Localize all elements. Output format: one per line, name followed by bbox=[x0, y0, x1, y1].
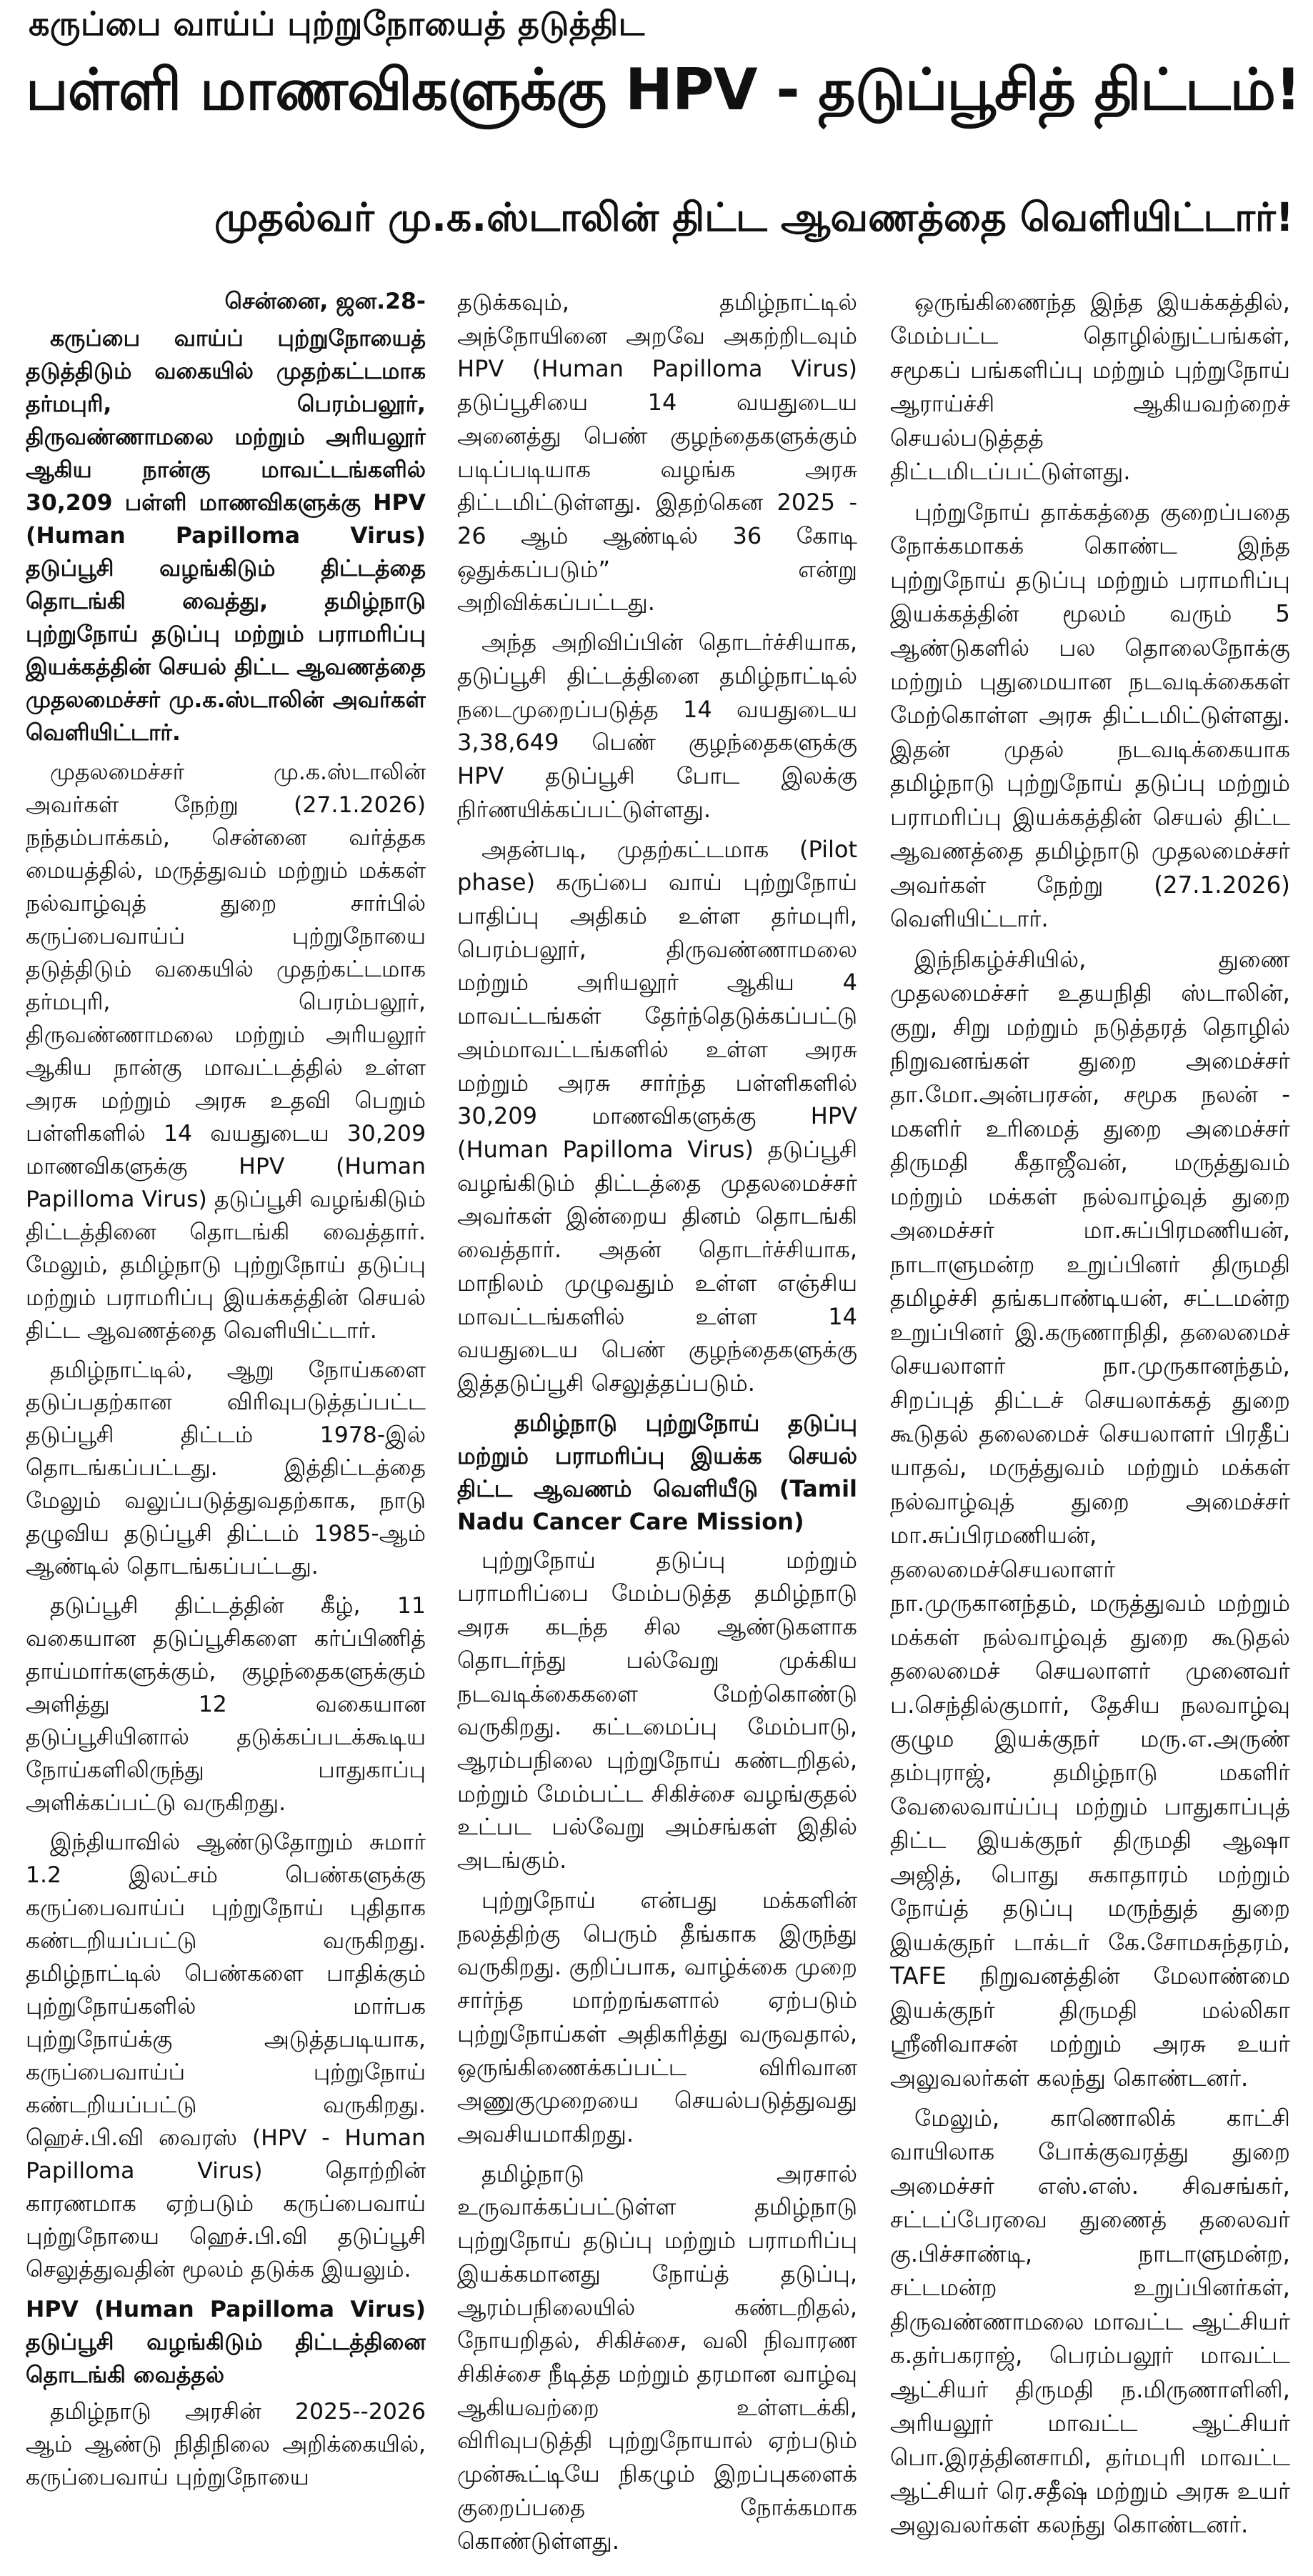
section-heading-hpv: HPV (Human Papilloma Virus) தடுப்பூசி வழங்கிடும் திட்டத்தினை தொடங்கி வைத்தல் bbox=[26, 2297, 426, 2389]
body-paragraph: தமிழ்நாட்டில், ஆறு நோய்களை தடுப்பதற்கான விரிவுபடுத்தப்பட்ட தடுப்பூசி திட்டம் 1978-இல் தொடங்கப்பட்டது. இத்திட்டத்தை மேலும் வலுப்படுத்துவதற்காக, நாடு தழுவிய தடுப்பூசி திட்டம் 1985-ஆம் ஆண்டில் தொடங்கப்பட்டது. bbox=[26, 1357, 426, 1580]
body-paragraph: அதன்படி, முதற்கட்டமாக (Pilot phase) கருப்பை வாய் புற்றுநோய் பாதிப்பு அதிகம் உள்ள தர்மபுரி, பெரம்பலூர், திருவண்ணாமலை மற்றும் அரியலூர் ஆகிய 4 மாவட்டங்கள் தேர்ந்தெடுக்கப்பட்டு அம்மாவட்டங்களில் உள்ள அரசு மற்றும் அரசு சார்ந்த பள்ளிகளில் 30,209 மாணவிகளுக்கு HPV (Human Papilloma Virus) தடுப்பூசி வழங்கிடும் திட்டத்தை முதலமைச்சர் அவர்கள் இன்றைய தினம் தொடங்கி வைத்தார். அதன் தொடர்ச்சியாக, மாநிலம் முழுவதும் உள்ள எஞ்சிய மாவட்டங்களில் உள்ள 14 வயதுடைய பெண் குழந்தைகளுக்கு இத்தடுப்பூசி செலுத்தப்படும். bbox=[457, 835, 857, 1397]
body-paragraph: மேலும், காணொலிக் காட்சி வாயிலாக போக்குவரத்து துறை அமைச்சர் எஸ்.எஸ். சிவசங்கர், சட்டப்பேரவை துணைத் தலைவர் கு.பிச்சாண்டி, நாடாளுமன்ற, சட்டமன்ற உறுப்பினர்கள், திருவண்ணாமலை மாவட்ட ஆட்சியர் க.தர்பகராஜ், பெரம்பலூர் மாவட்ட ஆட்சியர் திருமதி ந.மிருணாளினி, அரியலூர் மாவட்ட ஆட்சியர் பொ.இரத்தினசாமி, தர்மபுரி மாவட்ட ஆட்சியர் ரெ.சதீஷ் மற்றும் அரசு உயர் அலுவலர்கள் கலந்து கொண்டனர். bbox=[890, 2105, 1290, 2539]
article-column-3 bbox=[890, 286, 1290, 2572]
subheadline: முதல்வர் மு.க.ஸ்டாலின் திட்ட ஆவணத்தை வெளியிட்டார்! bbox=[214, 194, 1294, 240]
body-paragraph: இந்நிகழ்ச்சியில், துணை முதலமைச்சர் உதயநிதி ஸ்டாலின், குறு, சிறு மற்றும் நடுத்தரத் தொழில் நிறுவனங்கள் துறை அமைச்சர் தா.மோ.அன்பரசன், சமூக நலன் - மகளிர் உரிமைத் துறை அமைச்சர் திருமதி கீதாஜீவன், மருத்துவம் மற்றும் மக்கள் நல்வாழ்வுத் துறை அமைச்சர் மா.சுப்பிரமணியன், நாடாளுமன்ற உறுப்பினர் திருமதி தமிழச்சி தங்கபாண்டியன், சட்டமன்ற உறுப்பினர் இ.கருணாநிதி, தலைமைச் செயலாளர் நா.முருகானந்தம், சிறப்புத் திட்டச் செயலாக்கத் துறை கூடுதல் தலைமைச் செயலாளர் பிரதீப் யாதவ், மருத்துவம் மற்றும் மக்கள் நல்வாழ்வுத் துறை அமைச்சர் மா.சுப்பிரமணியன், தலைமைச்செயலாளர் நா.முருகானந்தம், மருத்துவம் மற்றும் மக்கள் நல்வாழ்வுத் துறை கூடுதல் தலைமைச் செயலாளர் முனைவர் ப.செந்தில்குமார், தேசிய நலவாழ்வு குழும இயக்குநர் மரு.எ.அருண் தம்புராஜ், தமிழ்நாடு மகளிர் வேலைவாய்ப்பு மற்றும் பாதுகாப்புத் திட்ட இயக்குநர் திருமதி ஆஷா அஜித், பொது சுகாதாரம் மற்றும் நோய்த் தடுப்பு மருந்துத் துறை இயக்குநர் டாக்டர் கே.சோமசுந்தரம், TAFE நிறுவனத்தின் மேலாண்மை இயக்குநர் திருமதி மல்லிகா ஸ்ரீனிவாசன் மற்றும் அரசு உயர் அலுவலர்கள் கலந்து கொண்டனர். bbox=[890, 945, 1290, 2092]
lead-paragraph: கருப்பை வாய்ப் புற்றுநோயைத் தடுத்திடும் வகையில் முதற்கட்டமாக தர்மபுரி, பெரம்பலூர், திருவண்ணாமலை மற்றும் அரியலூர் ஆகிய நான்கு மாவட்டங்களில் 30,209 பள்ளி மாணவிகளுக்கு HPV (Human Papilloma Virus) தடுப்பூசி வழங்கிடும் திட்டத்தை தொடங்கி வைத்து, தமிழ்நாடு புற்றுநோய் தடுப்பு மற்றும் பராமரிப்பு இயக்கத்தின் செயல் திட்ட ஆவணத்தை முதலமைச்சர் மு.க.ஸ்டாலின் அவர்கள் வெளியிட்டார். bbox=[26, 325, 426, 746]
body-paragraph: தடுக்கவும், தமிழ்நாட்டில் அந்நோயினை அறவே அகற்றிடவும் HPV (Human Papilloma Virus) தடுப்பூசியை 14 வயதுடைய அனைத்து பெண் குழந்தைகளுக்கும் படிப்படியாக வழங்க அரசு திட்டமிட்டுள்ளது. இதற்கென 2025 - 26 ஆம் ஆண்டில் 36 கோடி ஒதுக்கப்படும்” என்று அறிவிக்கப்பட்டது. bbox=[457, 289, 857, 616]
body-paragraph: தமிழ்நாடு அரசால் உருவாக்கப்பட்டுள்ள தமிழ்நாடு புற்றுநோய் தடுப்பு மற்றும் பராமரிப்பு இயக்கமானது நோய்த் தடுப்பு, ஆரம்பநிலையில் கண்டறிதல், நோயறிதல், சிகிச்சை, வலி நிவாரண சிகிச்சை நீடித்த மற்றும் தரமான வாழ்வு ஆகியவற்றை உள்ளடக்கி, விரிவுபடுத்தி புற்றுநோயால் ஏற்படும் முன்கூட்டியே நிகழும் இறப்புகளைக் குறைப்பதை நோக்கமாக கொண்டுள்ளது. bbox=[457, 2160, 857, 2555]
body-paragraph: புற்றுநோய் என்பது மக்களின் நலத்திற்கு பெரும் தீங்காக இருந்து வருகிறது. குறிப்பாக, வாழ்க்கை முறை சார்ந்த மாற்றங்களால் ஏற்படும் புற்றுநோய்கள் அதிகரித்து வருவதால், ஒருங்கிணைக்கப்பட்ட விரிவான அணுகுமுறையை செயல்படுத்துவது அவசியமாகிறது. bbox=[457, 1886, 857, 2147]
dateline: சென்னை, ஜன.28- bbox=[224, 289, 426, 314]
article-column-1 bbox=[26, 286, 426, 2572]
section-heading-cancer-mission: தமிழ்நாடு புற்றுநோய் தடுப்பு மற்றும் பராமரிப்பு இயக்க செயல் திட்ட ஆவணம் வெளியீடு (Tamil Nadu Cancer Care Mission) bbox=[457, 1409, 857, 1535]
body-paragraph: தமிழ்நாடு அரசின் 2025--2026 ஆம் ஆண்டு நிதிநிலை அறிக்கையில், கருப்பைவாய் புற்றுநோயை bbox=[26, 2399, 426, 2491]
headline: பள்ளி மாணவிகளுக்கு HPV - தடுப்பூசித் திட்டம்! bbox=[26, 56, 1301, 123]
kicker-line: கருப்பை வாய்ப் புற்றுநோயைத் தடுத்திட bbox=[29, 4, 645, 43]
body-paragraph: முதலமைச்சர் மு.க.ஸ்டாலின் அவர்கள் நேற்று (27.1.2026) நந்தம்பாக்கம், சென்னை வர்த்தக மையத்தில், மருத்துவம் மற்றும் மக்கள் நல்வாழ்வுத் துறை சார்பில் கருப்பைவாய்ப் புற்றுநோயை தடுத்திடும் வகையில் முதற்கட்டமாக தர்மபுரி, பெரம்பலூர், திருவண்ணாமலை மற்றும் அரியலூர் ஆகிய நான்கு மாவட்டத்தில் உள்ள அரசு மற்றும் அரசு உதவி பெறும் பள்ளிகளில் 14 வயதுடைய 30,209 மாணவிகளுக்கு HPV (Human Papilloma Virus) தடுப்பூசி வழங்கிடும் திட்டத்தினை தொடங்கி வைத்தார். மேலும், தமிழ்நாடு புற்றுநோய் தடுப்பு மற்றும் பராமரிப்பு இயக்கத்தின் செயல் திட்ட ஆவணத்தை வெளியிட்டார். bbox=[26, 759, 426, 1344]
article-column-2 bbox=[457, 286, 857, 2572]
body-paragraph: ஒருங்கிணைந்த இந்த இயக்கத்தில், மேம்பட்ட தொழில்நுட்பங்கள், சமூகப் பங்களிப்பு மற்றும் புற்றுநோய் ஆராய்ச்சி ஆகியவற்றைச் செயல்படுத்தத் திட்டமிடப்பட்டுள்ளது. bbox=[890, 289, 1290, 486]
body-paragraph: புற்றுநோய் தாக்கத்தை குறைப்பதை நோக்கமாகக் கொண்ட இந்த புற்றுநோய் தடுப்பு மற்றும் பராமரிப்பு இயக்கத்தின் மூலம் வரும் 5 ஆண்டுகளில் பல தொலைநோக்கு மற்றும் புதுமையான நடவடிக்கைகள் மேற்கொள்ள அரசு திட்டமிட்டுள்ளது. இதன் முதல் நடவடிக்கையாக தமிழ்நாடு புற்றுநோய் தடுப்பு மற்றும் பராமரிப்பு இயக்கத்தின் செயல் திட்ட ஆவணத்தை தமிழ்நாடு முதலமைச்சர் அவர்கள் நேற்று (27.1.2026) வெளியிட்டார். bbox=[890, 498, 1290, 933]
body-paragraph: அந்த அறிவிப்பின் தொடர்ச்சியாக, தடுப்பூசி திட்டத்தினை தமிழ்நாட்டில் நடைமுறைப்படுத்த 14 வயதுடைய 3,38,649 பெண் குழந்தைகளுக்கு HPV தடுப்பூசி போட இலக்கு நிர்ணயிக்கப்பட்டுள்ளது. bbox=[457, 629, 857, 823]
body-paragraph: இந்தியாவில் ஆண்டுதோறும் சுமார் 1.2 இலட்சம் பெண்களுக்கு கருப்பைவாய்ப் புற்றுநோய் புதிதாக கண்டறியப்பட்டு வருகிறது. தமிழ்நாட்டில் பெண்களை பாதிக்கும் புற்றுநோய்களில் மார்பக புற்றுநோய்க்கு அடுத்தபடியாக, கருப்பைவாய்ப் புற்றுநோய் கண்டறியப்பட்டு வருகிறது. ஹெச்.பி.வி வைரஸ் (HPV - Human Papilloma Virus) தொற்றின் காரணமாக ஏற்படும் கருப்பைவாய் புற்றுநோயை ஹெச்.பி.வி தடுப்பூசி செலுத்துவதின் மூலம் தடுக்க இயலும். bbox=[26, 1829, 426, 2283]
body-paragraph: தடுப்பூசி திட்டத்தின் கீழ், 11 வகையான தடுப்பூசிகளை கர்ப்பிணித் தாய்மார்களுக்கும், குழந்தைகளுக்கும் அளித்து 12 வகையான தடுப்பூசியினால் தடுக்கப்படக்கூடிய நோய்களிலிருந்து பாதுகாப்பு அளிக்கப்பட்டு வருகிறது. bbox=[26, 1593, 426, 1817]
body-paragraph: புற்றுநோய் தடுப்பு மற்றும் பராமரிப்பை மேம்படுத்த தமிழ்நாடு அரசு கடந்த சில ஆண்டுகளாக தொடர்ந்து பல்வேறு முக்கிய நடவடிக்கைகளை மேற்கொண்டு வருகிறது. கட்டமைப்பு மேம்பாடு, ஆரம்பநிலை புற்றுநோய் கண்டறிதல், மற்றும் மேம்பட்ட சிகிச்சை வழங்குதல் உட்பட பல்வேறு அம்சங்கள் இதில் அடங்கும். bbox=[457, 1546, 857, 1874]
